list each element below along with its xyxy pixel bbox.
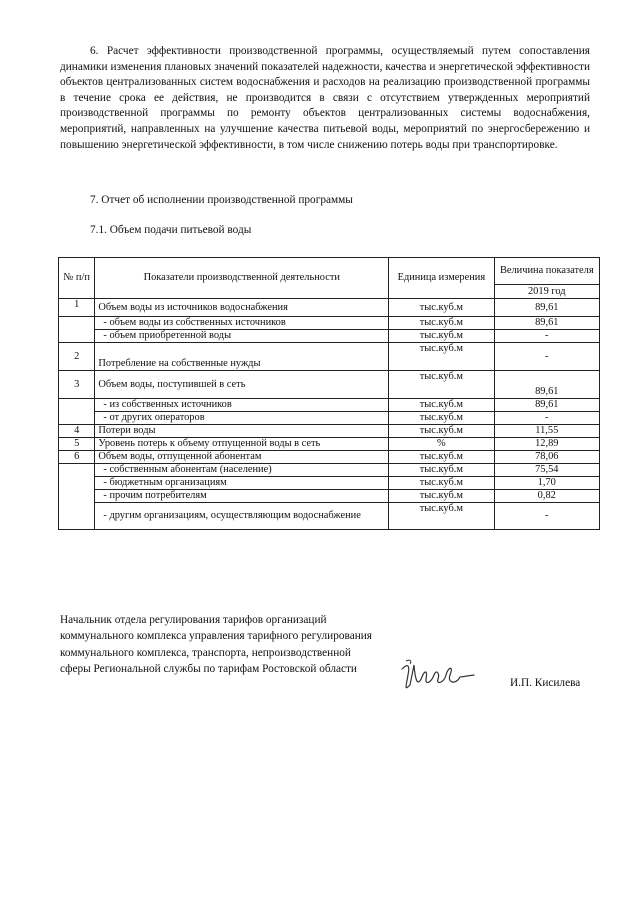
- row-value: 12,89: [494, 438, 599, 451]
- row-unit: тыс.куб.м: [389, 330, 494, 343]
- row-num: 2: [59, 343, 95, 371]
- intro-paragraph: 6. Расчет эффективности производственной программы, осуществляемый путем сопоставления динамики изменения плановых значений показателей надежности, качества и энергетической эффективности объектов централизованных систем водоснабжения и расходов на реализацию производственной программы в течение срока ее действия, не производится в связи с отсутствием утвержденных мероприятий производственной программы по ремонту объектов централизованных системы водоснабжения, мероприятий, направленных на улучшение качества питьевой воды, мероприятий по энергосбережению и повышению энергетической эффективности, в том числе снижению потерь воды при транспортировке.: [60, 45, 590, 151]
- row-num: 1: [59, 299, 95, 317]
- header-unit: Единица измерения: [389, 258, 494, 299]
- signatory-title: Начальник отдела регулирования тарифов организаций коммунального комплекса управления тарифного регулирования коммунального комплекса, транспорта, непроизводственной сферы Региональной службы по тарифам Ростовской области: [60, 614, 372, 676]
- row-indicator: Потери воды: [95, 425, 389, 438]
- row-num: 5: [59, 438, 95, 451]
- table-row: [59, 425, 600, 438]
- header-num: № п/п: [59, 258, 95, 299]
- table-row: [59, 464, 600, 477]
- row-unit: тыс.куб.м: [389, 464, 494, 477]
- handwritten-signature: [398, 655, 476, 697]
- row-value: 0,82: [494, 490, 599, 503]
- table-row: [59, 343, 600, 371]
- row-indicator: - объем приобретенной воды: [95, 330, 389, 343]
- row-unit: тыс.куб.м: [389, 425, 494, 438]
- row-num: 3: [59, 371, 95, 399]
- row-value: -: [494, 330, 599, 343]
- row-value: 89,61: [494, 317, 599, 330]
- header-indicator: Показатели производственной деятельности: [95, 258, 389, 299]
- table-row: [59, 490, 600, 503]
- row-indicator: Уровень потерь к объему отпущенной воды в сеть: [95, 438, 389, 451]
- row-value: 78,06: [494, 451, 599, 464]
- row-indicator: - собственным абонентам (население): [95, 464, 389, 477]
- row-indicator: - бюджетным организациям: [95, 477, 389, 490]
- row-unit: %: [389, 438, 494, 451]
- row-value: 1,70: [494, 477, 599, 490]
- row-num: 4: [59, 425, 95, 438]
- row-unit: тыс.куб.м: [389, 343, 494, 371]
- row-indicator: - другим организациям, осуществляющим водоснабжение: [95, 503, 389, 530]
- row-num: 6: [59, 451, 95, 464]
- row-value: 11,55: [494, 425, 599, 438]
- row-indicator: Потребление на собственные нужды: [95, 343, 389, 371]
- row-value: -: [494, 503, 599, 530]
- row-num: [59, 464, 95, 530]
- row-value: 75,54: [494, 464, 599, 477]
- row-unit: тыс.куб.м: [389, 299, 494, 317]
- row-unit: тыс.куб.м: [389, 503, 494, 530]
- row-unit: тыс.куб.м: [389, 412, 494, 425]
- row-indicator: - объем воды из собственных источников: [95, 317, 389, 330]
- table-row: [59, 503, 600, 530]
- row-value: -: [494, 343, 599, 371]
- table-row: [59, 317, 600, 330]
- water-supply-table: [58, 257, 600, 530]
- table-row: [59, 330, 600, 343]
- row-indicator: - из собственных источников: [95, 399, 389, 412]
- table-row: [59, 371, 600, 399]
- row-unit: тыс.куб.м: [389, 490, 494, 503]
- row-value: 89,61: [494, 299, 599, 317]
- row-unit: тыс.куб.м: [389, 451, 494, 464]
- row-num: [59, 399, 95, 425]
- section-title: 7. Отчет об исполнении производственной программы: [90, 194, 353, 206]
- row-unit: тыс.куб.м: [389, 399, 494, 412]
- subsection-title: 7.1. Объем подачи питьевой воды: [90, 224, 252, 236]
- header-value: Величина показателя: [494, 258, 599, 285]
- header-year: 2019 год: [494, 285, 599, 299]
- table-row: [59, 477, 600, 490]
- table-row: [59, 299, 600, 317]
- table-row: [59, 438, 600, 451]
- row-value: 89,61: [494, 371, 599, 399]
- row-indicator: Объем воды из источников водоснабжения: [95, 299, 389, 317]
- row-indicator: - прочим потребителям: [95, 490, 389, 503]
- row-value: -: [494, 412, 599, 425]
- table-row: [59, 451, 600, 464]
- row-indicator: Объем воды, отпущенной абонентам: [95, 451, 389, 464]
- row-value: 89,61: [494, 399, 599, 412]
- row-unit: тыс.куб.м: [389, 477, 494, 490]
- signatory-name: И.П. Кисилева: [510, 677, 581, 689]
- row-indicator: - от других операторов: [95, 412, 389, 425]
- table-row: [59, 412, 600, 425]
- row-num: [59, 317, 95, 343]
- table-row: [59, 399, 600, 412]
- row-indicator: Объем воды, поступившей в сеть: [95, 371, 389, 399]
- row-unit: тыс.куб.м: [389, 371, 494, 399]
- row-unit: тыс.куб.м: [389, 317, 494, 330]
